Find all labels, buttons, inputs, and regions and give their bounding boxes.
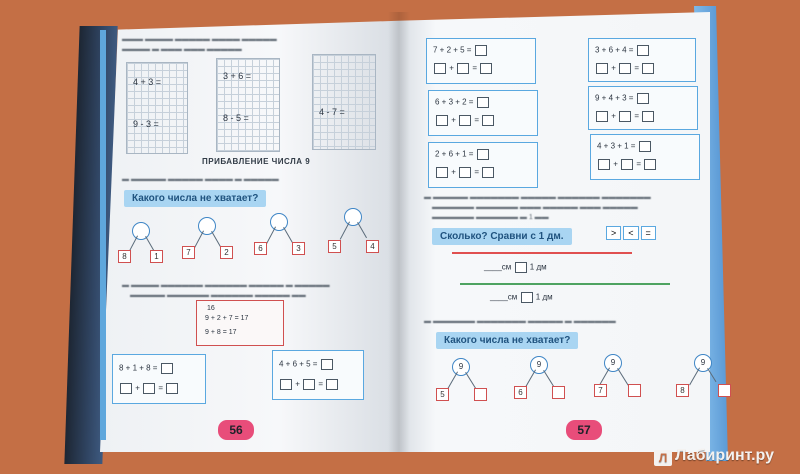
left-page-margin-stripe [100, 30, 106, 440]
answer-square[interactable] [459, 115, 471, 126]
left-task-text-4: ▬ ▬▬▬▬ ▬▬▬▬▬▬ ▬▬▬▬▬▬ ▬▬▬▬▬ ▬ ▬▬▬▬▬ [122, 282, 330, 289]
sample-solution-box [196, 300, 284, 346]
tree-number: 8 [118, 250, 131, 263]
tree-number: 7 [182, 246, 195, 259]
exercise-box: 9 + 4 + 3 = + = [588, 86, 698, 130]
grid-exercise-text: 4 - 7 = [319, 107, 345, 117]
answer-square[interactable] [477, 149, 489, 160]
tree-top-circle: 9 [452, 358, 470, 376]
grid-exercise-text: 8 - 5 = [223, 113, 249, 123]
labirint-logo-icon: Л [654, 450, 672, 466]
banner-measure-text: Сколько? Сравни с 1 дм. [440, 231, 564, 242]
page-number-left: 56 [218, 420, 254, 440]
unit-cm: см [507, 292, 518, 302]
left-task-text-3: ▬ ▬▬▬▬▬ ▬▬▬▬▬ ▬▬▬▬ ▬ ▬▬▬▬▬ [122, 176, 279, 183]
unit-dm: 1 дм [529, 262, 547, 272]
answer-square[interactable] [436, 115, 448, 126]
exercise-box: 7 + 2 + 5 = + = [426, 38, 536, 84]
exercise-expression: 9 + 4 + 3 = [595, 93, 634, 103]
compare-signs [606, 226, 656, 240]
tree-number: 3 [292, 242, 305, 255]
tree-number: 7 [594, 384, 607, 397]
tree-top-circle: 9 [530, 356, 548, 374]
tree-number: 8 [676, 384, 689, 397]
sample-line-1: 9 + 2 + 7 = 17 [205, 315, 249, 322]
segment-red [452, 252, 632, 254]
answer-square[interactable] [482, 167, 494, 178]
right-task-text-4: ▬ ▬▬▬▬▬▬ ▬▬▬▬▬▬▬ ▬▬▬▬▬ ▬ ▬▬▬▬▬▬ [424, 318, 616, 325]
answer-square[interactable] [637, 45, 649, 56]
tree-answer-square[interactable] [628, 384, 641, 397]
answer-square[interactable] [143, 383, 155, 394]
left-task-text-5: ▬▬▬▬▬ ▬▬▬▬▬▬ ▬▬▬▬▬▬ ▬▬▬▬▬ ▬▬ [130, 292, 306, 299]
exercise-expression: 7 + 2 + 5 = [433, 45, 472, 55]
answer-square[interactable] [303, 379, 315, 390]
grid-exercise-1 [126, 62, 188, 154]
compare-sign-less[interactable]: < [623, 226, 638, 240]
tree-number: 4 [366, 240, 379, 253]
unit-dm: 1 дм [535, 292, 553, 302]
grid-exercise-text: 4 + 3 = [133, 77, 162, 87]
answer-square[interactable] [120, 383, 132, 394]
exercise-box: 2 + 6 + 1 = + = [428, 142, 538, 188]
exercise-box: 6 + 3 + 2 = + = [428, 90, 538, 136]
tree-number: 1 [150, 250, 163, 263]
tree-answer-square[interactable] [474, 388, 487, 401]
exercise-box: 4 + 3 + 1 = + = [590, 134, 700, 180]
exercise-expression: 2 + 6 + 1 = [435, 149, 474, 159]
answer-square[interactable] [637, 93, 649, 104]
answer-square[interactable] [619, 111, 631, 122]
watermark-text: Лабиринт.ру [675, 447, 774, 464]
answer-square[interactable] [477, 97, 489, 108]
answer-square[interactable] [326, 379, 338, 390]
tree-number: 6 [254, 242, 267, 255]
grid-exercise-2 [216, 58, 280, 152]
grid-exercise-text: 9 - 3 = [133, 119, 159, 129]
answer-square[interactable] [459, 167, 471, 178]
exercise-expression: 4 + 3 + 1 = [597, 141, 636, 151]
exercise-box: 4 + 6 + 5 = + = [272, 350, 364, 400]
tree-number: 5 [436, 388, 449, 401]
book-spine-shadow [388, 12, 410, 452]
answer-square[interactable] [161, 363, 173, 374]
tree-answer-square[interactable] [552, 386, 565, 399]
answer-square[interactable] [596, 111, 608, 122]
left-task-text: ▬▬▬ ▬▬▬▬ ▬▬▬▬▬ ▬▬▬▬ ▬▬▬▬▬ [122, 36, 277, 43]
tree-number: 6 [514, 386, 527, 399]
answer-square[interactable] [480, 63, 492, 74]
left-section-heading: ПРИБАВЛЕНИЕ ЧИСЛА 9 [202, 157, 311, 166]
right-banner-measure [432, 228, 572, 245]
tree-number: 2 [220, 246, 233, 259]
measure-row-1: ____см 1 дм [484, 262, 547, 272]
answer-square[interactable] [482, 115, 494, 126]
answer-square[interactable] [621, 159, 633, 170]
right-task-text: ▬ ▬▬▬▬▬ ▬▬▬▬▬▬▬ ▬▬▬▬▬ ▬▬▬▬▬▬ ▬▬▬▬▬▬▬ [424, 194, 651, 201]
tree-number: 5 [328, 240, 341, 253]
compare-sign-greater[interactable]: > [606, 226, 621, 240]
answer-square[interactable] [457, 63, 469, 74]
grid-exercise-3 [312, 54, 376, 150]
answer-square[interactable] [434, 63, 446, 74]
left-task-text-2: ▬▬▬▬ ▬ ▬▬▬ ▬▬▬ ▬▬▬▬▬ [122, 46, 242, 53]
exercise-box: 3 + 6 + 4 = + = [588, 38, 696, 82]
sample-line-2: 9 + 8 = 17 [205, 329, 237, 336]
answer-square[interactable] [280, 379, 292, 390]
answer-square[interactable] [436, 167, 448, 178]
sample-intermediate: 16 [207, 305, 215, 312]
measure-row-2: ____см 1 дм [490, 292, 553, 302]
answer-square[interactable] [321, 359, 333, 370]
answer-square[interactable] [521, 292, 533, 303]
right-banner-missing-number: Какого числа не хватает? [436, 332, 578, 349]
exercise-expression: 6 + 3 + 2 = [435, 97, 474, 107]
answer-square[interactable] [515, 262, 527, 273]
tree-top-circle: 9 [604, 354, 622, 372]
labirint-watermark [654, 447, 774, 466]
answer-square[interactable] [598, 159, 610, 170]
page-number-right: 57 [566, 420, 602, 440]
exercise-box: 8 + 1 + 8 = + = [112, 354, 206, 404]
answer-square[interactable] [642, 63, 654, 74]
answer-square[interactable] [475, 45, 487, 56]
tree-top-circle: 9 [694, 354, 712, 372]
unit-cm: см [501, 262, 512, 272]
answer-square[interactable] [619, 63, 631, 74]
right-task-text-3: ▬▬▬▬▬▬ ▬▬▬▬▬▬ ▬ 1 ▬▬ [432, 214, 549, 221]
segment-green [460, 283, 670, 285]
answer-square[interactable] [639, 141, 651, 152]
answer-square[interactable] [596, 63, 608, 74]
left-banner-missing-number: Какого числа не хватает? [124, 190, 266, 207]
exercise-expression: 8 + 1 + 8 = [119, 363, 158, 373]
grid-exercise-text: 3 + 6 = [223, 71, 252, 81]
right-task-text-2: ▬▬▬▬▬▬ ▬▬▬▬▬▬ ▬▬▬ ▬▬▬▬▬ ▬▬▬ ▬▬▬▬▬ [432, 204, 638, 211]
exercise-expression: 4 + 6 + 5 = [279, 359, 318, 369]
exercise-expression: 3 + 6 + 4 = [595, 45, 634, 55]
tree-answer-square[interactable] [718, 384, 731, 397]
answer-square[interactable] [166, 383, 178, 394]
answer-square[interactable] [642, 111, 654, 122]
answer-square[interactable] [644, 159, 656, 170]
compare-sign-equal[interactable]: = [641, 226, 656, 240]
